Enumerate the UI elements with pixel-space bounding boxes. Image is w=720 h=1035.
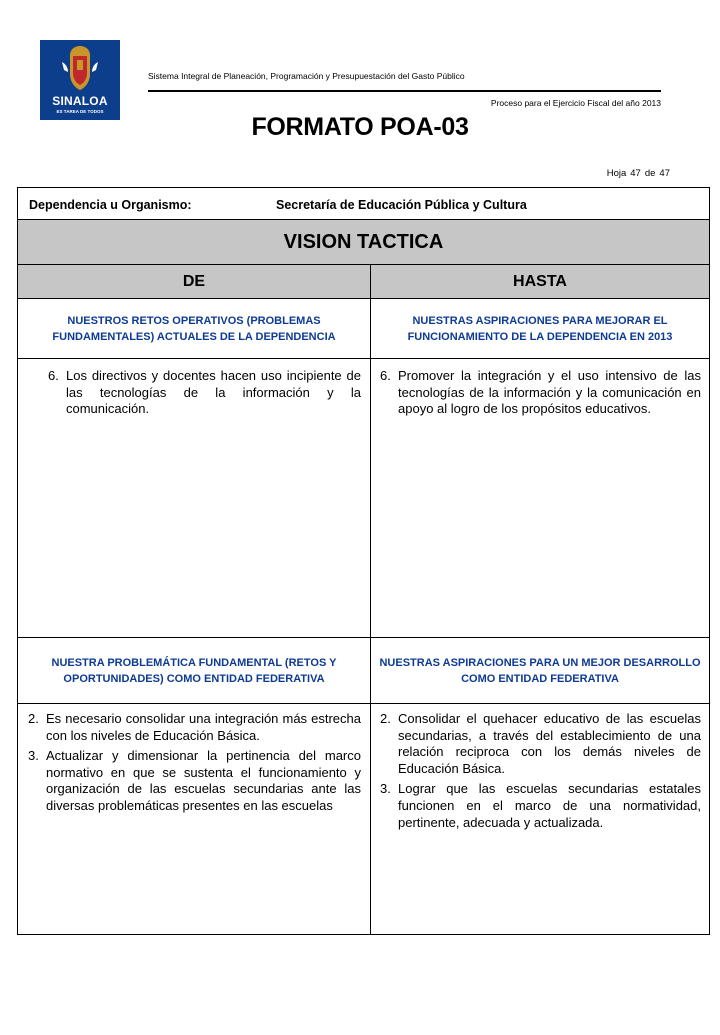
item-text: Consolidar el quehacer educativo de las escuelas secundarias, a través del establecimiento de una relación reciproca con los demás niveles de Educación Básica. [398,711,701,776]
system-title: Sistema Integral de Planeación, Programación y Presupuestación del Gasto Público [148,71,465,81]
item-text: Los directivos y docentes hacen uso incipiente de las tecnologías de la información y la comunicación. [66,368,361,417]
dependency-label: Dependencia u Organismo: [29,198,192,212]
item-number: 6. [48,368,59,383]
sheet-label: Hoja [606,168,627,179]
sheet-total: 47 [659,168,670,179]
column-to: HASTA [513,273,567,290]
state-seal-icon [40,40,120,120]
section1-header-row [18,299,709,359]
vision-title: VISION TACTICA [18,220,709,265]
item-number: 2. [28,711,39,726]
item-text: Promover la integración y el uso intensivo de las tecnologías de la información y la comunicación en apoyo al logro de los propósitos educativos. [398,368,701,417]
section1-right-header: NUESTRAS ASPIRACIONES PARA MEJORAR EL FUNCIONAMIENTO DE LA DEPENDENCIA EN 2013 [407,314,673,343]
section1-left-body [48,368,361,422]
item-number: 6. [380,368,391,383]
section2-right-body [380,711,701,835]
column-divider [370,265,371,935]
item-number: 3. [28,748,39,764]
list-item [380,368,701,418]
fiscal-process: Proceso para el Ejercicio Fiscal del año 2013 [490,98,661,108]
list-item [28,748,361,814]
section1-right-body [380,368,701,422]
sheet-of-label: de [644,168,656,179]
column-headers [18,265,709,299]
item-text: Actualizar y dimensionar la pertinencia del marco normativo en que se sustenta el funcionamiento y organización de las escuelas secundarias ante las diversas problemáticas presentes en las escuelas [46,748,361,813]
section2-header-row [18,637,709,704]
item-text: Lograr que las escuelas secundarias estatales funcionen en el marco de una normatividad, pertinente, adecuada y actualizada. [398,781,701,830]
form-title: FORMATO POA-03 [251,113,469,141]
sinaloa-logo [40,40,120,120]
vision-table [17,187,710,935]
section1-left-header: NUESTROS RETOS OPERATIVOS (PROBLEMAS FUNDAMENTALES) ACTUALES DE LA DEPENDENCIA [52,314,336,343]
list-item [380,781,701,831]
sheet-page: 47 [630,168,641,179]
dependency-value: Secretaría de Educación Pública y Cultura [276,198,527,212]
section2-left-header: NUESTRA PROBLEMÁTICA FUNDAMENTAL (RETOS Y OPORTUNIDADES) COMO ENTIDAD FEDERATIVA [51,656,337,685]
list-item [28,711,361,744]
logo-name: SINALOA [52,94,108,108]
list-item [380,711,701,777]
item-text: Es necesario consolidar una integración más estrecha con los niveles de Educación Básica. [46,711,361,743]
item-number: 3. [380,781,391,797]
logo-slogan: ES TAREA DE TODOS [56,109,104,114]
header-divider [148,90,661,92]
section2-right-header: NUESTRAS ASPIRACIONES PARA UN MEJOR DESARROLLO COMO ENTIDAD FEDERATIVA [379,656,701,685]
section2-left-body [28,711,361,819]
item-number: 2. [380,711,391,726]
dependency-row [18,188,709,220]
list-item [48,368,361,418]
sheet-counter [603,168,670,179]
column-from: DE [182,273,206,290]
